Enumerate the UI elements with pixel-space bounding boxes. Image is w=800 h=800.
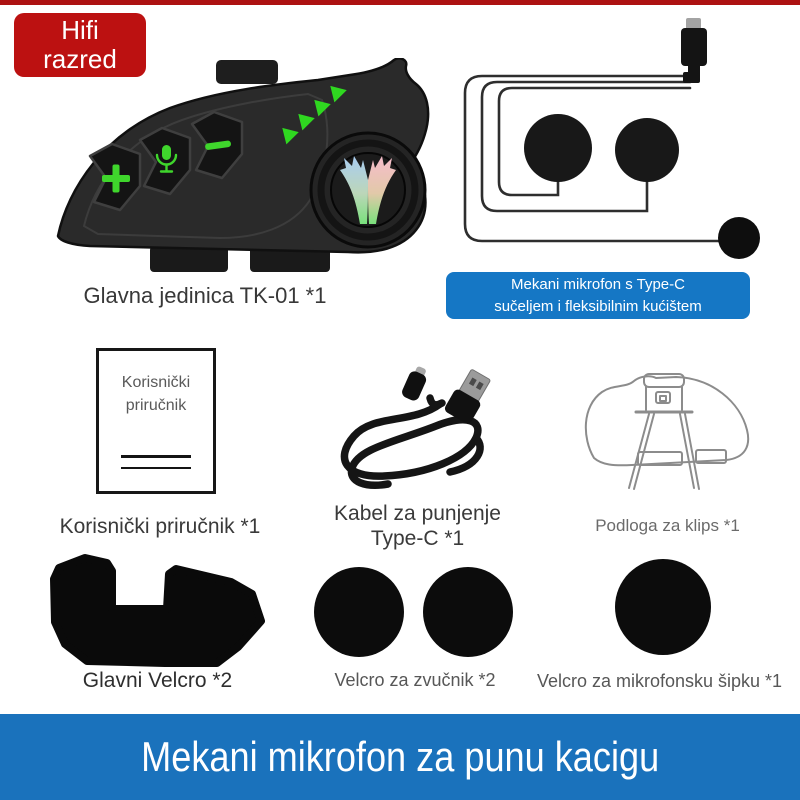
hifi-badge-line1: Hifi <box>61 14 99 45</box>
microphone <box>718 217 760 259</box>
cable-label: Kabel za punjenje Type-C *1 <box>334 502 501 551</box>
usb-a-connector <box>443 367 494 425</box>
speaker-velcro-dot-2 <box>423 567 513 657</box>
clip-label: Podloga za klips *1 <box>595 516 740 535</box>
mic-feature-badge <box>446 272 750 319</box>
speaker-left <box>524 114 592 182</box>
bottom-banner <box>0 714 800 800</box>
speaker-velcro-dot-1 <box>314 567 404 657</box>
rotary-knob <box>311 133 425 247</box>
headset-wires <box>465 76 719 241</box>
user-manual-photo <box>96 348 216 494</box>
top-red-divider <box>0 0 800 5</box>
manual-cover-rule-2 <box>121 467 191 469</box>
main-velcro-label: Glavni Velcro *2 <box>82 669 233 692</box>
clip-base-photo <box>580 366 760 496</box>
speaker-velcro-label: Velcro za zvučnik *2 <box>334 670 496 690</box>
mic-badge-line1: Mekani mikrofon s Type-C <box>511 275 685 293</box>
charging-cable-photo <box>318 356 513 496</box>
type-c-plug <box>400 364 430 402</box>
main-velcro-shape <box>54 558 261 663</box>
manual-label: Korisnički priručnik *1 <box>59 515 261 538</box>
manual-cover-rule-1 <box>121 455 191 458</box>
clip-clamp-notch <box>660 396 666 401</box>
mic-badge-line2: sučeljem i fleksibilnim kućištem <box>494 297 702 315</box>
main-unit-photo <box>50 58 430 273</box>
headset-photo <box>450 12 795 264</box>
speaker-right <box>615 118 679 182</box>
manual-cover-text: Korisnički priručnik <box>121 374 191 415</box>
main-unit-label: Glavna jedinica TK-01 *1 <box>83 283 327 308</box>
mic-velcro-dot <box>615 559 711 655</box>
clip-clamp-sides <box>646 387 682 410</box>
top-clip-tab <box>216 60 278 84</box>
type-c-connector <box>681 18 707 83</box>
main-velcro-photo <box>45 552 265 670</box>
bottom-banner-text: Mekani mikrofon za punu kacigu <box>140 733 659 780</box>
mic-velcro-label: Velcro za mikrofonsku šipku *1 <box>536 671 783 691</box>
hifi-badge-line2: razred <box>43 44 117 74</box>
